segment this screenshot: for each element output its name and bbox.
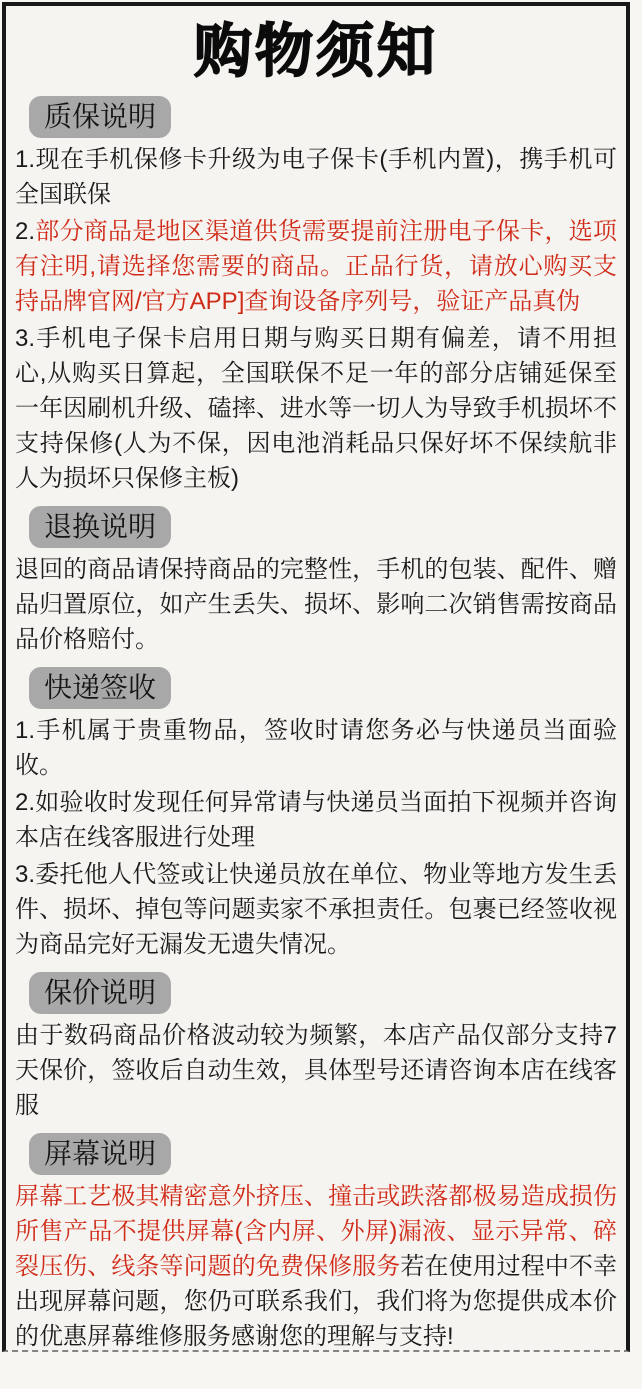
notice-paragraph-warranty-0 bbox=[15, 142, 617, 212]
text-segment-black: 3.手机电子保卡启用日期与购买日期有偏差，请不用担心,从购买日算起，全国联保不足一年的部分店铺延保至一年因刷机升级、磕摔、进水等一切人为导致手机损坏不支持保修(人为不保，因电池消耗品只保好坏不保续航非人为损坏只保修主板) bbox=[15, 325, 617, 492]
section-badge-price-protection: 保价说明 bbox=[29, 972, 171, 1014]
notice-paragraph-delivery-signing-2 bbox=[15, 857, 617, 962]
notice-paragraph-warranty-1 bbox=[15, 214, 617, 319]
notice-paragraph-delivery-signing-0 bbox=[15, 713, 617, 783]
text-segment-black: 2.如验收时发现任何异常请与快递员当面拍下视频并咨询本店在线客服进行处理 bbox=[15, 789, 617, 851]
text-segment-red: 部分商品是地区渠道供货需要提前注册电子保卡，选项有注明,请选择您需要的商品。正品行货，请放心购买支持品牌官网/官方APP]查询设备序列号，验证产品真伪 bbox=[15, 218, 617, 315]
page-title: 购物须知 bbox=[193, 19, 438, 84]
section-badge-delivery-signing: 快递签收 bbox=[29, 667, 171, 709]
sections-container bbox=[15, 96, 617, 1352]
text-segment-red: 屏幕工艺极其精密意外挤压、撞击或跌落都极易造成损伤所售产品不提供屏幕(含内屏、外屏)漏液、显示异常、碎裂压伤、线条等问题的免费保修服务 bbox=[15, 1183, 617, 1280]
notice-paragraph-warranty-2 bbox=[15, 321, 617, 496]
notice-paragraph-price-protection-0 bbox=[15, 1018, 617, 1123]
section-badge-screen: 屏幕说明 bbox=[29, 1133, 171, 1175]
text-segment-black: 3.委托他人代签或让快递员放在单位、物业等地方发生丢件、损坏、掉包等问题卖家不承担责任。包裹已经签收视为商品完好无漏发无遗失情况。 bbox=[15, 861, 617, 958]
section-badge-warranty: 质保说明 bbox=[29, 96, 171, 138]
section-badge-returns: 退换说明 bbox=[29, 506, 171, 548]
text-segment-black: 1.现在手机保修卡升级为电子保卡(手机内置)，携手机可全国联保 bbox=[15, 146, 617, 208]
text-segment-black: 若在使用过程中不幸出现屏幕问题，您仍可联系我们，我们将为您提供成本价的优惠屏幕维修服务感谢您的理解与支持! bbox=[15, 1253, 618, 1350]
notice-paragraph-returns-0 bbox=[15, 552, 617, 657]
text-segment-black: 退回的商品请保持商品的完整性，手机的包装、配件、赠品归置原位，如产生丢失、损坏、影响二次销售需按商品品价格赔付。 bbox=[15, 556, 617, 653]
notice-box bbox=[2, 2, 630, 1352]
text-segment-black: 由于数码商品价格波动较为频繁，本店产品仅部分支持7天保价，签收后自动生效，具体型号还请咨询本店在线客服 bbox=[15, 1022, 617, 1119]
text-segment-black: 1.手机属于贵重物品，签收时请您务必与快递员当面验收。 bbox=[15, 717, 617, 779]
text-segment-black: 2. bbox=[15, 218, 36, 245]
notice-paragraph-delivery-signing-1 bbox=[15, 785, 617, 855]
notice-paragraph-screen-0 bbox=[15, 1179, 617, 1352]
